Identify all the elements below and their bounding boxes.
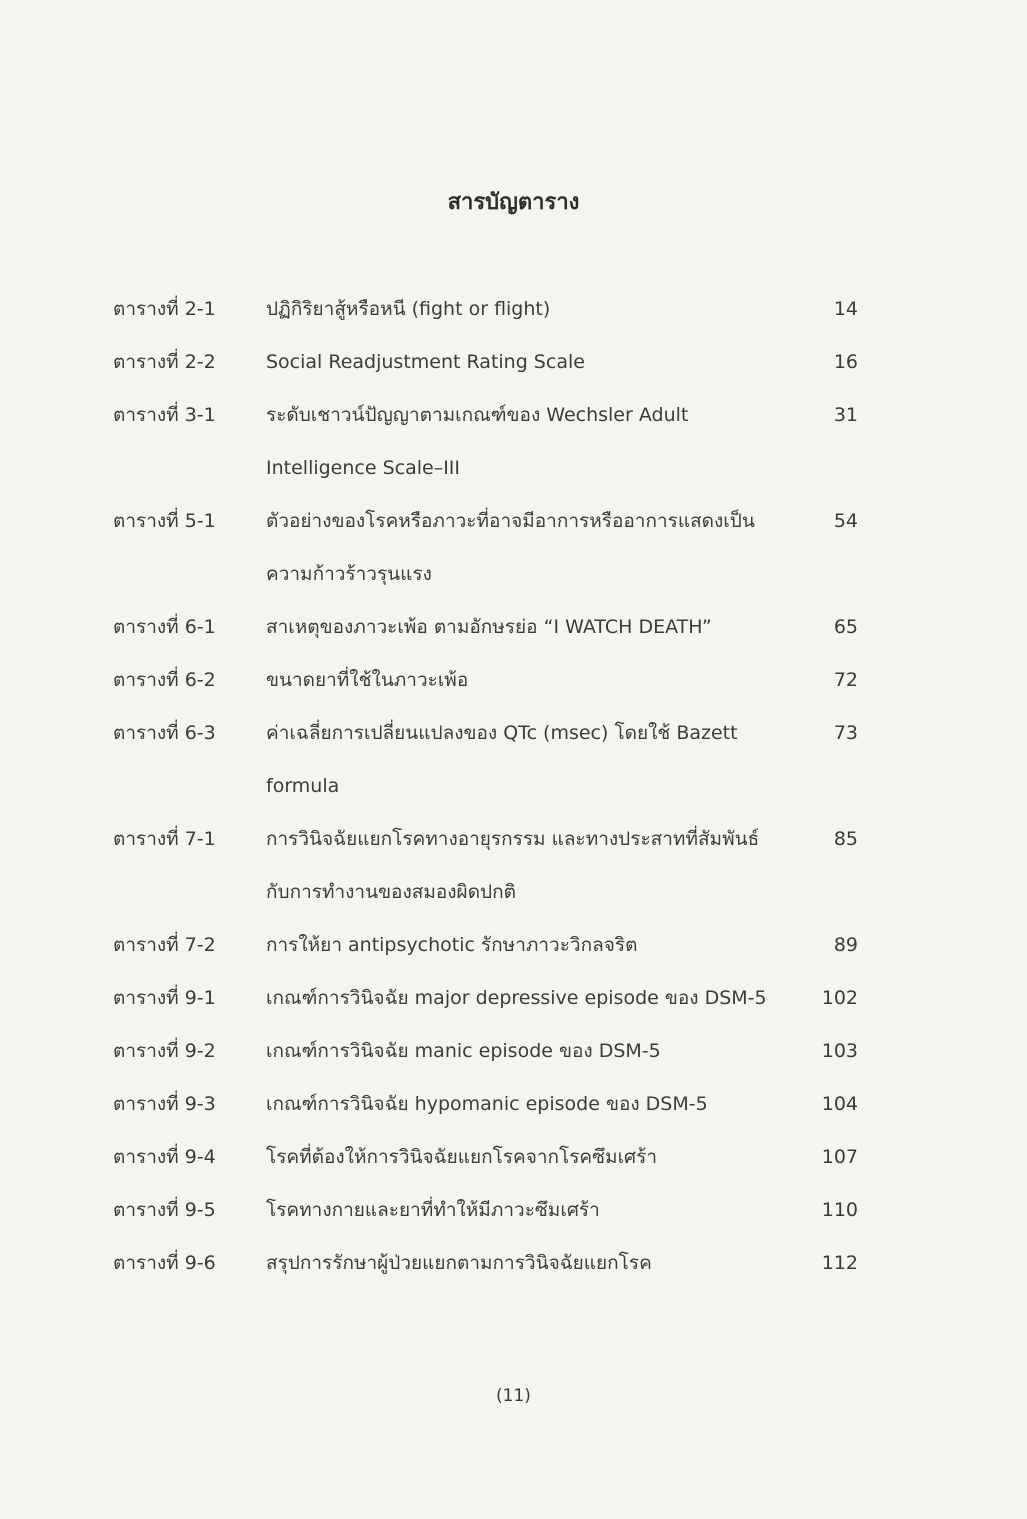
toc-entry-title: ระดับเชาวน์ปัญญาตามเกณฑ์ของ Wechsler Adult Intelligence Scale–III: [266, 404, 689, 479]
toc-entry-title: ตัวอย่างของโรคหรือภาวะที่อาจมีอาการหรืออาการแสดงเป็น ความก้าวร้าวรุนแรง: [266, 510, 755, 585]
toc-entry-label: ตารางที่ 2-1: [113, 298, 216, 320]
toc-entry-label: ตารางที่ 9-5: [113, 1199, 216, 1221]
toc-entry-9-5: [113, 1184, 858, 1237]
toc-entry-9-2: [113, 1025, 858, 1078]
toc-entry-2-2: [113, 336, 858, 389]
toc-entry-page: 85: [833, 828, 858, 850]
toc-entry-7-1: [113, 813, 858, 919]
toc-entry-label: ตารางที่ 6-2: [113, 669, 216, 691]
toc-entry-page: 14: [833, 298, 858, 320]
toc-entry-label: ตารางที่ 9-4: [113, 1146, 216, 1168]
toc-entry-title: การให้ยา antipsychotic รักษาภาวะวิกลจริต: [266, 934, 638, 956]
toc-entry-9-3: [113, 1078, 858, 1131]
toc-entry-label: ตารางที่ 9-6: [113, 1252, 216, 1274]
toc-entry-page: 54: [833, 510, 858, 532]
toc-entry-6-3: [113, 707, 858, 813]
toc-entry-page: 65: [833, 616, 858, 638]
toc-entry-title: โรคที่ต้องให้การวินิจฉัยแยกโรคจากโรคซึมเศร้า: [266, 1146, 657, 1168]
toc-entry-title: เกณฑ์การวินิจฉัย manic episode ของ DSM-5: [266, 1040, 661, 1062]
toc-entry-label: ตารางที่ 9-1: [113, 987, 216, 1009]
toc-entry-title: การวินิจฉัยแยกโรคทางอายุรกรรม และทางประสาทที่สัมพันธ์ กับการทำงานของสมองผิดปกติ: [266, 828, 760, 903]
toc-entry-page: 89: [833, 934, 858, 956]
toc-entry-9-1: [113, 972, 858, 1025]
toc-entry-2-1: [113, 283, 858, 336]
toc-entry-label: ตารางที่ 9-3: [113, 1093, 216, 1115]
toc-entry-title: ปฏิกิริยาสู้หรือหนี (fight or flight): [266, 298, 551, 320]
toc-entry-label: ตารางที่ 6-1: [113, 616, 216, 638]
toc-entry-page: 107: [821, 1146, 858, 1168]
toc-entry-page: 104: [821, 1093, 858, 1115]
toc-entry-7-2: [113, 919, 858, 972]
toc-entry-5-1: [113, 495, 858, 601]
toc-entry-title: ค่าเฉลี่ยการเปลี่ยนแปลงของ QTc (msec) โดยใช้ Bazett formula: [266, 722, 738, 797]
toc-entry-page: 72: [833, 669, 858, 691]
toc-entry-label: ตารางที่ 7-1: [113, 828, 216, 850]
toc-entry-title: ขนาดยาที่ใช้ในภาวะเพ้อ: [266, 669, 469, 691]
toc-entry-title: สรุปการรักษาผู้ป่วยแยกตามการวินิจฉัยแยกโรค: [266, 1252, 652, 1274]
page-title: สารบัญตาราง: [447, 190, 580, 215]
toc-entry-title: เกณฑ์การวินิจฉัย major depressive episode ของ DSM-5: [266, 987, 767, 1009]
toc-entry-label: ตารางที่ 7-2: [113, 934, 216, 956]
toc-entry-label: ตารางที่ 3-1: [113, 404, 216, 426]
toc-entry-page: 16: [833, 351, 858, 373]
toc-entry-6-2: [113, 654, 858, 707]
toc-entry-page: 110: [821, 1199, 858, 1221]
toc-entry-label: ตารางที่ 9-2: [113, 1040, 216, 1062]
toc-entry-3-1: [113, 389, 858, 495]
page-number: (11): [496, 1386, 531, 1406]
toc-entry-page: 103: [821, 1040, 858, 1062]
toc-entry-title: โรคทางกายและยาที่ทำให้มีภาวะซึมเศร้า: [266, 1199, 600, 1221]
toc-entry-9-6: [113, 1237, 858, 1290]
toc-entry-9-4: [113, 1131, 858, 1184]
toc-entry-label: ตารางที่ 6-3: [113, 722, 216, 744]
toc-entry-6-1: [113, 601, 858, 654]
toc-entry-page: 112: [821, 1252, 858, 1274]
table-of-tables: [113, 283, 858, 1290]
toc-entry-title: เกณฑ์การวินิจฉัย hypomanic episode ของ DSM-5: [266, 1093, 708, 1115]
toc-entry-label: ตารางที่ 5-1: [113, 510, 216, 532]
toc-entry-page: 73: [833, 722, 858, 744]
toc-entry-title: สาเหตุของภาวะเพ้อ ตามอักษรย่อ “I WATCH DEATH”: [266, 616, 712, 638]
toc-entry-title: Social Readjustment Rating Scale: [266, 351, 585, 373]
toc-entry-label: ตารางที่ 2-2: [113, 351, 216, 373]
toc-entry-page: 102: [821, 987, 858, 1009]
toc-entry-page: 31: [833, 404, 858, 426]
